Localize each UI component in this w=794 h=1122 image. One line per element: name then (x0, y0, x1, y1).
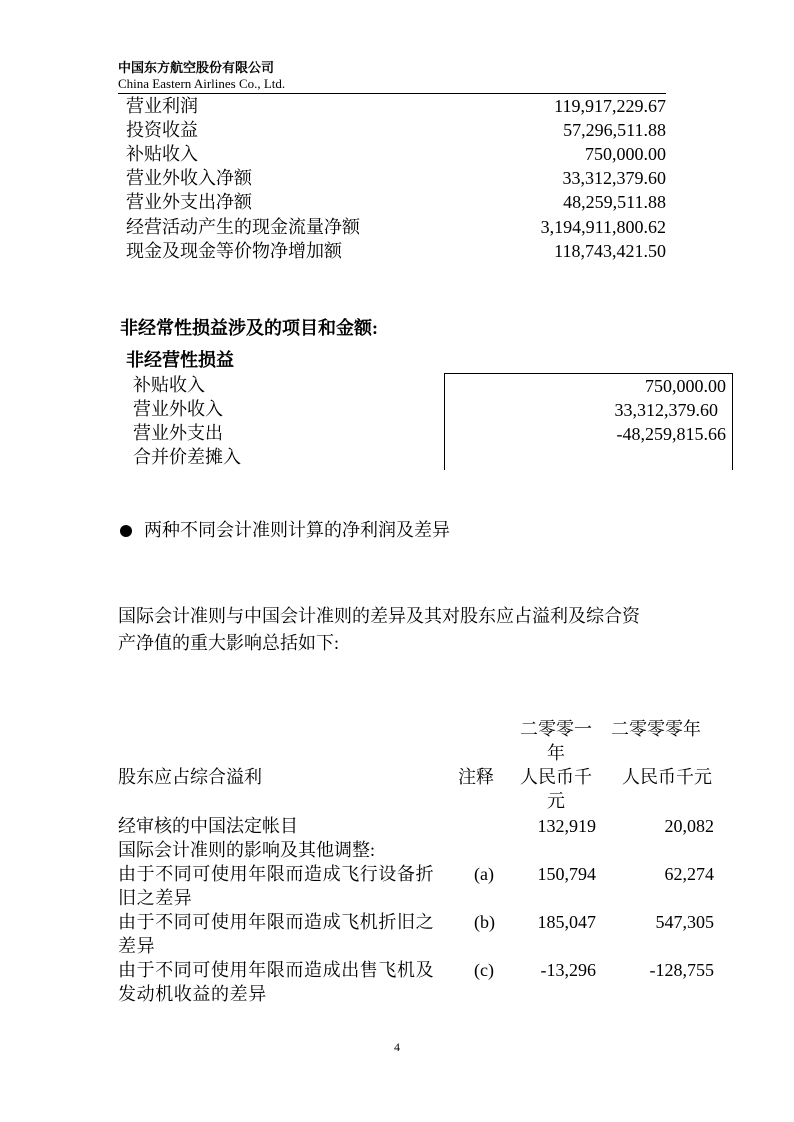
summary-label: 营业外支出净额 (126, 192, 252, 212)
reconciliation-row-label: 国际会计准则的影响及其他调整: (118, 840, 375, 860)
summary-label: 投资收益 (126, 120, 198, 140)
nonrecurring-table-title: 非经营性损益 (126, 350, 234, 370)
nonrecurring-label: 营业外收入 (133, 399, 223, 419)
summary-value: 750,000.00 (585, 144, 666, 164)
nonrecurring-value: -48,259,815.66 (616, 424, 726, 444)
summary-row (126, 166, 666, 190)
summary-row (126, 215, 666, 239)
nonrecurring-value: 33,312,379.60 (614, 400, 718, 420)
column-header-2001 (510, 717, 602, 813)
nonrecurring-section-title: 非经常性损益涉及的项目和金额: (120, 318, 378, 338)
intro-paragraph-line2: 产净值的重大影响总括如下: (118, 633, 339, 653)
summary-label: 营业利润 (126, 96, 198, 116)
intro-paragraph-line1: 国际会计准则与中国会计准则的差异及其对股东应占溢利及综合资 (118, 606, 640, 626)
column-header-note: 注释 (458, 767, 494, 787)
column-header-label: 股东应占综合溢利 (118, 767, 262, 787)
reconciliation-value-2001: -13,296 (540, 960, 596, 980)
reconciliation-row-label: 由于不同可使用年限而造成飞行设备折旧之差异 (118, 864, 435, 908)
nonrecurring-value-box (444, 373, 733, 470)
summary-row (126, 142, 666, 166)
reconciliation-note: (b) (474, 912, 495, 932)
summary-value: 57,296,511.88 (563, 120, 666, 140)
reconciliation-note: (a) (474, 864, 494, 884)
reconciliation-value-2001: 150,794 (537, 864, 596, 884)
bullet-dot-icon (120, 525, 132, 537)
nonrecurring-label: 合并价差摊入 (133, 447, 241, 467)
column-header-2001-line2: 年 (547, 743, 565, 763)
company-name-cn: 中国东方航空股份有限公司 (118, 60, 275, 75)
summary-value: 33,312,379.60 (562, 168, 666, 188)
summary-row (126, 239, 666, 263)
nonrecurring-label: 营业外支出 (133, 423, 223, 443)
summary-label: 补贴收入 (126, 144, 198, 164)
reconciliation-value-2001: 132,919 (537, 816, 596, 836)
column-header-2000: 二零零零年 (611, 719, 701, 739)
reconciliation-value-2001: 185,047 (537, 912, 596, 932)
summary-label: 经营活动产生的现金流量净额 (126, 217, 360, 237)
nonrecurring-value: 750,000.00 (645, 376, 726, 396)
summary-value: 119,917,229.67 (554, 96, 666, 116)
summary-label: 营业外收入净额 (126, 168, 252, 188)
reconciliation-value-2000: 62,274 (664, 864, 714, 884)
column-header-2001-line1: 二零零一 (520, 719, 592, 739)
page-number: 4 (394, 1040, 400, 1054)
bullet-text: 两种不同会计准则计算的净利润及差异 (144, 520, 450, 540)
summary-label: 现金及现金等价物净增加额 (126, 241, 342, 261)
summary-row (126, 118, 666, 142)
reconciliation-row-label: 由于不同可使用年限而造成出售飞机及发动机收益的差异 (118, 960, 435, 1004)
summary-value: 3,194,911,800.62 (540, 217, 666, 237)
reconciliation-value-2000: 20,082 (664, 816, 714, 836)
company-name-en: China Eastern Airlines Co., Ltd. (118, 76, 286, 91)
reconciliation-row-label: 由于不同可使用年限而造成飞机折旧之差异 (118, 912, 435, 956)
summary-value: 118,743,421.50 (554, 241, 666, 261)
reconciliation-value-2000: 547,305 (655, 912, 714, 932)
column-unit-2001-line1: 人民币千 (520, 767, 592, 787)
reconciliation-note: (c) (474, 960, 494, 980)
summary-row (126, 190, 666, 214)
column-unit-2001-line2: 元 (547, 791, 565, 811)
column-unit-2000: 人民币千元 (622, 767, 712, 787)
nonrecurring-label: 补贴收入 (133, 375, 205, 395)
summary-value: 48,259,511.88 (563, 192, 666, 212)
summary-row (126, 94, 666, 118)
reconciliation-value-2000: -128,755 (649, 960, 714, 980)
reconciliation-row-label: 经审核的中国法定帐目 (118, 816, 298, 836)
